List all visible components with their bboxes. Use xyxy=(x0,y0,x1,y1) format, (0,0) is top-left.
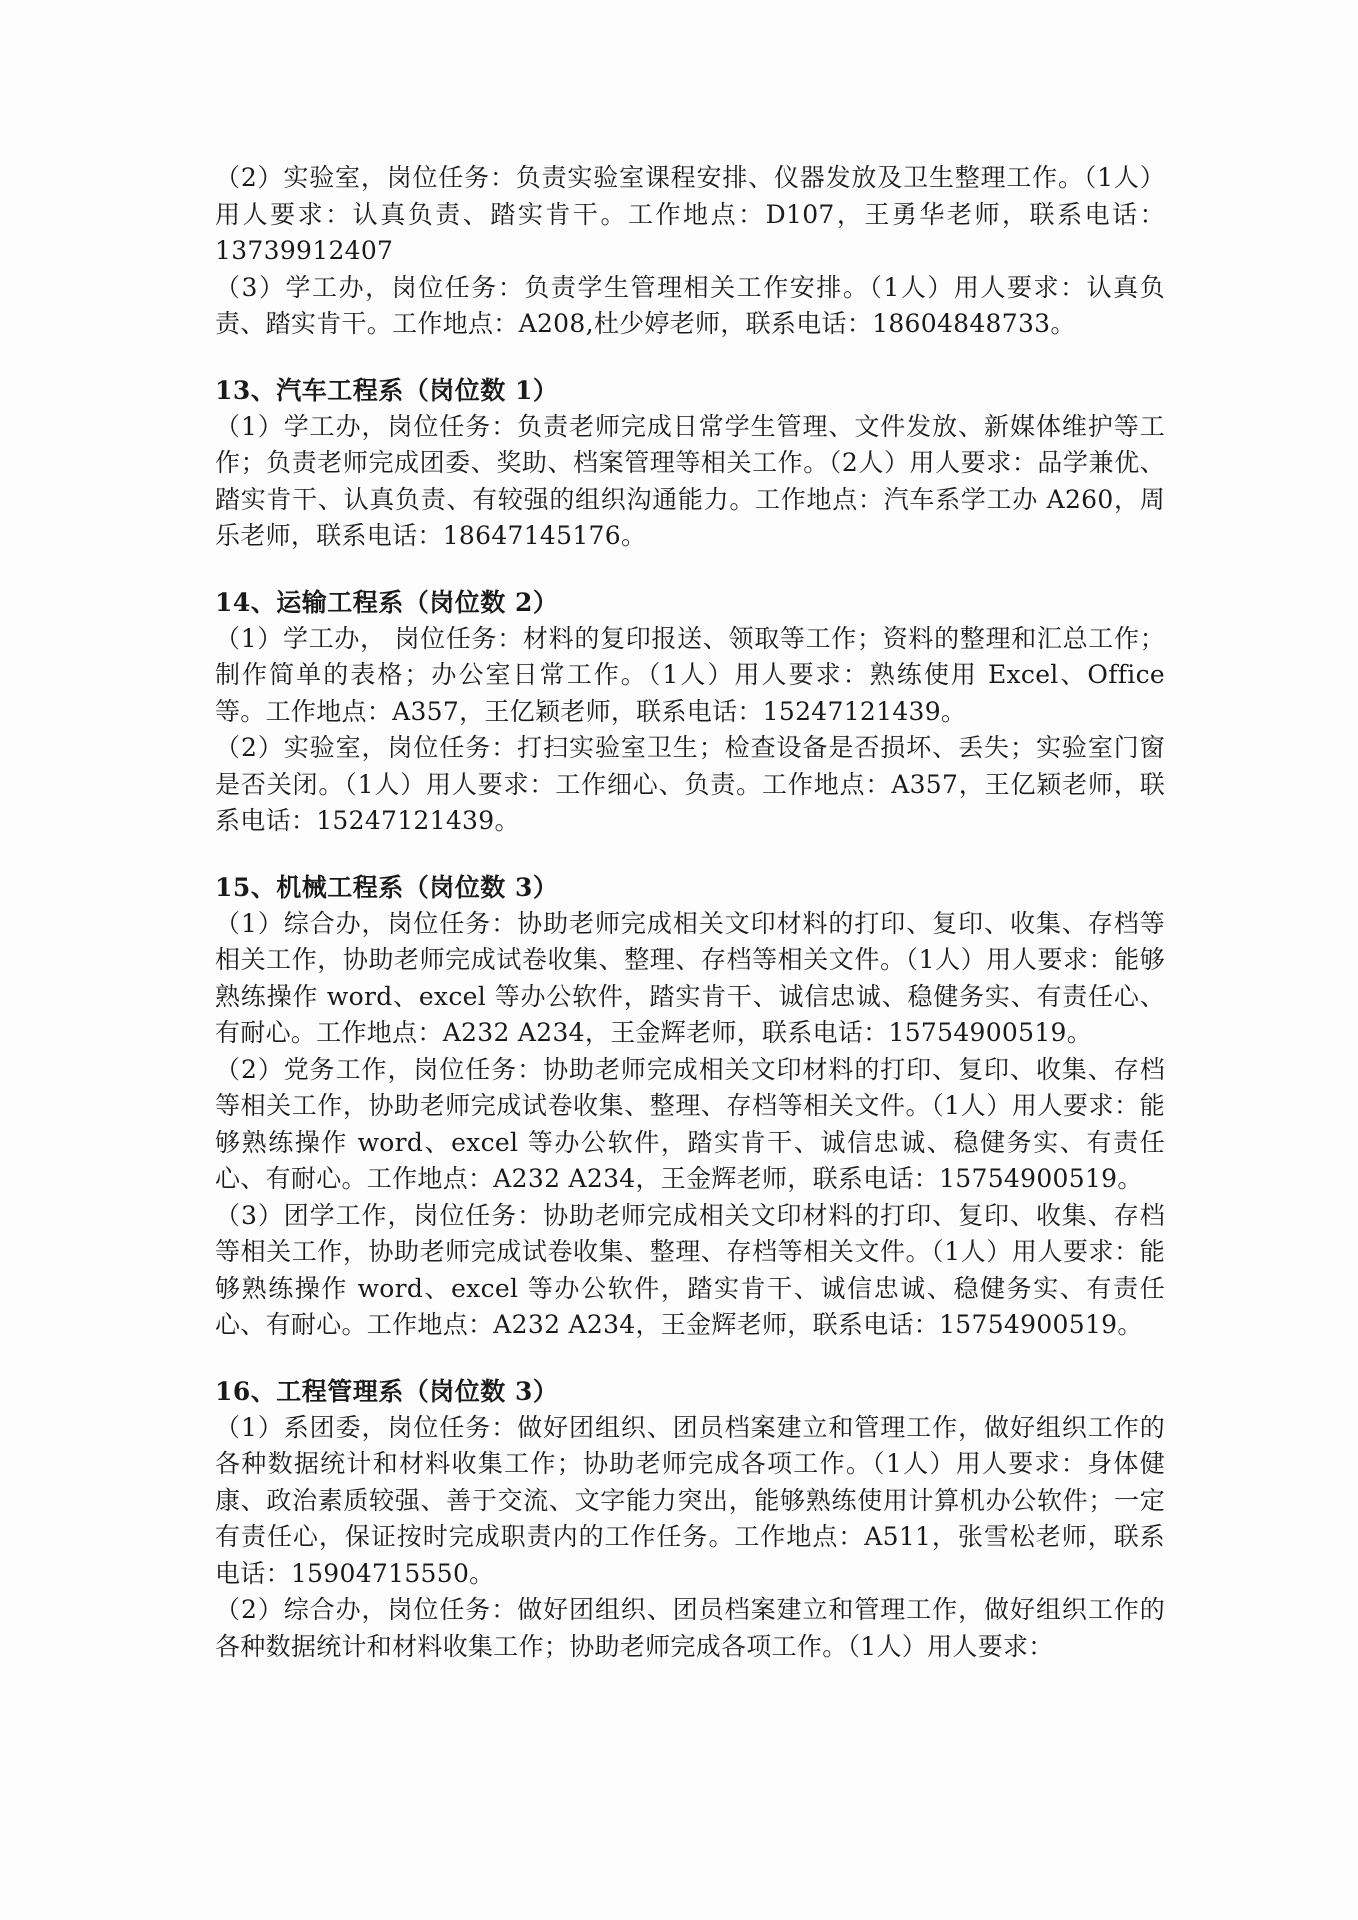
section-transport-engineering xyxy=(215,585,1165,840)
section-mechanical-engineering xyxy=(215,870,1165,1344)
paragraph-position: （3）团学工作，岗位任务：协助老师完成相关文印材料的打印、复印、收集、存档等相关工作，协助老师完成试卷收集、整理、存档等相关文件。（1人）用人要求：能够熟练操作 word、excel 等办公软件，踏实肯干、诚信忠诚、稳健务实、有责任心、有耐心。工作地点：A232 A234，王金辉老师，联系电话：15754900519。 xyxy=(215,1200,1165,1339)
section-heading: 16、工程管理系（岗位数 3） xyxy=(215,1376,559,1406)
paragraph-position: （2）实验室，岗位任务：打扫实验室卫生；检查设备是否损坏、丢失；实验室门窗是否关闭。（1人）用人要求：工作细心、负责。工作地点：A357，王亿颖老师，联系电话：15247121439。 xyxy=(215,733,1165,835)
paragraph-position: （1）系团委，岗位任务：做好团组织、团员档案建立和管理工作，做好组织工作的各种数据统计和材料收集工作；协助老师完成各项工作。（1人）用人要求：身体健康、政治素质较强、善于交流、文字能力突出，能够熟练使用计算机办公软件；一定有责任心，保证按时完成职责内的工作任务。工作地点：A511，张雪松老师，联系电话：15904715550。 xyxy=(215,1412,1165,1588)
section-continued xyxy=(215,160,1165,343)
paragraph-position: （2）党务工作，岗位任务：协助老师完成相关文印材料的打印、复印、收集、存档等相关工作，协助老师完成试卷收集、整理、存档等相关文件。（1人）用人要求：能够熟练操作 word、excel 等办公软件，踏实肯干、诚信忠诚、稳健务实、有责任心、有耐心。工作地点：A232 A234，王金辉老师，联系电话：15754900519。 xyxy=(215,1054,1165,1193)
paragraph-position: （1）学工办， 岗位任务：材料的复印报送、领取等工作；资料的整理和汇总工作；制作简单的表格；办公室日常工作。（1人）用人要求：熟练使用 Excel、Office 等。工作地点：A357，王亿颖老师，联系电话：15247121439。 xyxy=(215,623,1165,726)
paragraph-student-affairs-position: （3）学工办，岗位任务：负责学生管理相关工作安排。（1人）用人要求：认真负责、踏实肯干。工作地点：A208,杜少婷老师，联系电话：18604848733。 xyxy=(215,272,1165,338)
section-automotive-engineering xyxy=(215,373,1165,555)
paragraph-position: （1）学工办，岗位任务：负责老师完成日常学生管理、文件发放、新媒体维护等工作；负责老师完成团委、奖助、档案管理等相关工作。（2人）用人要求：品学兼优、踏实肯干、认真负责、有较强的组织沟通能力。工作地点：汽车系学工办 A260，周乐老师，联系电话：18647145176。 xyxy=(215,411,1165,550)
section-heading: 13、汽车工程系（岗位数 1） xyxy=(215,375,559,405)
section-heading: 15、机械工程系（岗位数 3） xyxy=(215,872,559,902)
paragraph-position: （2）综合办，岗位任务：做好团组织、团员档案建立和管理工作，做好组织工作的各种数据统计和材料收集工作；协助老师完成各项工作。（1人）用人要求： xyxy=(215,1595,1165,1661)
section-engineering-management xyxy=(215,1374,1165,1666)
paragraph-position: （1）综合办，岗位任务：协助老师完成相关文印材料的打印、复印、收集、存档等相关工作，协助老师完成试卷收集、整理、存档等相关文件。（1人）用人要求：能够熟练操作 word、excel 等办公软件，踏实肯干、诚信忠诚、稳健务实、有责任心、有耐心。工作地点：A232 A234，王金辉老师，联系电话：15754900519。 xyxy=(215,908,1165,1047)
section-heading: 14、运输工程系（岗位数 2） xyxy=(215,587,559,617)
document-body xyxy=(215,160,1165,1665)
paragraph-lab-position: （2）实验室，岗位任务：负责实验室课程安排、仪器发放及卫生整理工作。（1人）用人要求：认真负责、踏实肯干。工作地点：D107，王勇华老师，联系电话：13739912407 xyxy=(215,163,1165,265)
